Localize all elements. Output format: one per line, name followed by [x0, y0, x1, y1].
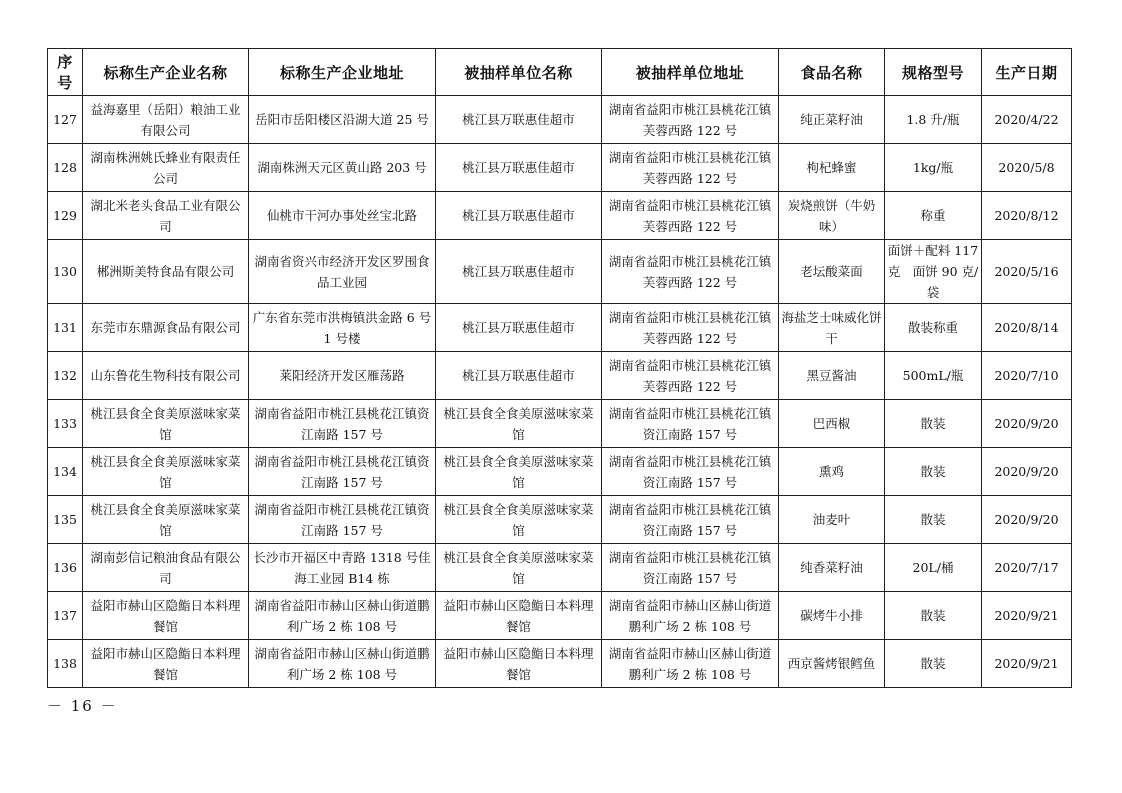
- table-row: [48, 352, 1072, 400]
- cell-no: 134: [48, 448, 83, 496]
- cell-sampled-unit: 桃江县万联惠佳超市: [436, 240, 602, 304]
- page-number: － 16 －: [47, 697, 118, 715]
- cell-no: 129: [48, 192, 83, 240]
- cell-production-date: 2020/9/20: [982, 448, 1072, 496]
- cell-maker: 郴洲斯美特食品有限公司: [83, 240, 249, 304]
- header-maker-address: 标称生产企业地址: [249, 49, 436, 96]
- cell-maker-address: 湖南省益阳市桃江县桃花江镇资江南路 157 号: [249, 400, 436, 448]
- cell-production-date: 2020/8/12: [982, 192, 1072, 240]
- cell-maker-address: 湖南株洲天元区黄山路 203 号: [249, 144, 436, 192]
- cell-sampled-unit: 桃江县万联惠佳超市: [436, 144, 602, 192]
- cell-sampled-unit: 益阳市赫山区隐鮨日本料理餐馆: [436, 592, 602, 640]
- cell-food-name: 黑豆酱油: [779, 352, 885, 400]
- cell-no: 133: [48, 400, 83, 448]
- cell-spec: 散装称重: [885, 304, 982, 352]
- header-row: [48, 49, 1072, 96]
- cell-spec: 散装: [885, 592, 982, 640]
- cell-production-date: 2020/5/16: [982, 240, 1072, 304]
- header-no: 序号: [48, 49, 83, 96]
- cell-sampled-address: 湖南省益阳市桃江县桃花江镇资江南路 157 号: [602, 400, 779, 448]
- cell-spec: 1kg/瓶: [885, 144, 982, 192]
- cell-no: 130: [48, 240, 83, 304]
- cell-maker: 湖南株洲姚氏蜂业有限责任公司: [83, 144, 249, 192]
- header-food-name: 食品名称: [779, 49, 885, 96]
- cell-maker: 湖北米老头食品工业有限公司: [83, 192, 249, 240]
- cell-spec: 散装: [885, 448, 982, 496]
- cell-production-date: 2020/7/10: [982, 352, 1072, 400]
- cell-production-date: 2020/9/21: [982, 592, 1072, 640]
- table-row: [48, 640, 1072, 688]
- cell-sampled-unit: 桃江县食全食美原滋味家菜馆: [436, 400, 602, 448]
- table-row: [48, 544, 1072, 592]
- cell-food-name: 炭烧煎饼（牛奶味）: [779, 192, 885, 240]
- cell-food-name: 熏鸡: [779, 448, 885, 496]
- table-row: [48, 496, 1072, 544]
- table-row: [48, 304, 1072, 352]
- cell-no: 138: [48, 640, 83, 688]
- cell-maker-address: 广东省东莞市洪梅镇洪金路 6 号 1 号楼: [249, 304, 436, 352]
- cell-food-name: 油麦叶: [779, 496, 885, 544]
- cell-spec: 散装: [885, 640, 982, 688]
- cell-maker-address: 湖南省益阳市桃江县桃花江镇资江南路 157 号: [249, 496, 436, 544]
- header-spec: 规格型号: [885, 49, 982, 96]
- cell-production-date: 2020/7/17: [982, 544, 1072, 592]
- cell-spec: 称重: [885, 192, 982, 240]
- table-row: [48, 448, 1072, 496]
- cell-maker-address: 仙桃市干河办事处丝宝北路: [249, 192, 436, 240]
- cell-food-name: 纯正菜籽油: [779, 96, 885, 144]
- cell-sampled-unit: 桃江县万联惠佳超市: [436, 352, 602, 400]
- cell-spec: 1.8 升/瓶: [885, 96, 982, 144]
- table-row: [48, 96, 1072, 144]
- cell-no: 131: [48, 304, 83, 352]
- cell-sampled-address: 湖南省益阳市赫山区赫山街道鹏利广场 2 栋 108 号: [602, 640, 779, 688]
- cell-no: 135: [48, 496, 83, 544]
- cell-maker: 益阳市赫山区隐鮨日本料理餐馆: [83, 640, 249, 688]
- cell-sampled-unit: 桃江县万联惠佳超市: [436, 96, 602, 144]
- header-sampled-unit: 被抽样单位名称: [436, 49, 602, 96]
- cell-sampled-unit: 桃江县食全食美原滋味家菜馆: [436, 544, 602, 592]
- cell-food-name: 老坛酸菜面: [779, 240, 885, 304]
- cell-maker: 桃江县食全食美原滋味家菜馆: [83, 496, 249, 544]
- cell-sampled-address: 湖南省益阳市桃江县桃花江镇芙蓉西路 122 号: [602, 192, 779, 240]
- cell-maker-address: 湖南省益阳市赫山区赫山街道鹏利广场 2 栋 108 号: [249, 640, 436, 688]
- cell-maker-address: 岳阳市岳阳楼区沿湖大道 25 号: [249, 96, 436, 144]
- table-row: [48, 240, 1072, 304]
- cell-spec: 散装: [885, 496, 982, 544]
- cell-maker-address: 湖南省益阳市桃江县桃花江镇资江南路 157 号: [249, 448, 436, 496]
- cell-sampled-unit: 桃江县食全食美原滋味家菜馆: [436, 448, 602, 496]
- cell-spec: 20L/桶: [885, 544, 982, 592]
- cell-sampled-address: 湖南省益阳市桃江县桃花江镇资江南路 157 号: [602, 448, 779, 496]
- cell-sampled-unit: 益阳市赫山区隐鮨日本料理餐馆: [436, 640, 602, 688]
- header-sampled-address: 被抽样单位地址: [602, 49, 779, 96]
- cell-sampled-unit: 桃江县万联惠佳超市: [436, 304, 602, 352]
- cell-maker: 山东鲁花生物科技有限公司: [83, 352, 249, 400]
- cell-food-name: 纯香菜籽油: [779, 544, 885, 592]
- cell-sampled-unit: 桃江县万联惠佳超市: [436, 192, 602, 240]
- cell-sampled-address: 湖南省益阳市赫山区赫山街道鹏利广场 2 栋 108 号: [602, 592, 779, 640]
- cell-maker: 湖南彭信记粮油食品有限公司: [83, 544, 249, 592]
- cell-maker: 东莞市东鼎源食品有限公司: [83, 304, 249, 352]
- cell-maker-address: 莱阳经济开发区雁荡路: [249, 352, 436, 400]
- cell-no: 136: [48, 544, 83, 592]
- cell-maker-address: 长沙市开福区中青路 1318 号佳海工业园 B14 栋: [249, 544, 436, 592]
- cell-no: 132: [48, 352, 83, 400]
- cell-sampled-address: 湖南省益阳市桃江县桃花江镇芙蓉西路 122 号: [602, 352, 779, 400]
- cell-production-date: 2020/9/20: [982, 400, 1072, 448]
- cell-spec: 散装: [885, 400, 982, 448]
- cell-sampled-address: 湖南省益阳市桃江县桃花江镇芙蓉西路 122 号: [602, 304, 779, 352]
- cell-food-name: 枸杞蜂蜜: [779, 144, 885, 192]
- cell-sampled-unit: 桃江县食全食美原滋味家菜馆: [436, 496, 602, 544]
- cell-production-date: 2020/9/20: [982, 496, 1072, 544]
- cell-sampled-address: 湖南省益阳市桃江县桃花江镇芙蓉西路 122 号: [602, 240, 779, 304]
- cell-maker: 益阳市赫山区隐鮨日本料理餐馆: [83, 592, 249, 640]
- header-production-date: 生产日期: [982, 49, 1072, 96]
- cell-no: 137: [48, 592, 83, 640]
- cell-sampled-address: 湖南省益阳市桃江县桃花江镇资江南路 157 号: [602, 544, 779, 592]
- table-row: [48, 144, 1072, 192]
- cell-food-name: 海盐芝士味威化饼干: [779, 304, 885, 352]
- cell-food-name: 巴西椒: [779, 400, 885, 448]
- cell-maker-address: 湖南省益阳市赫山区赫山街道鹏利广场 2 栋 108 号: [249, 592, 436, 640]
- cell-maker: 桃江县食全食美原滋味家菜馆: [83, 400, 249, 448]
- table-row: [48, 592, 1072, 640]
- cell-production-date: 2020/5/8: [982, 144, 1072, 192]
- cell-production-date: 2020/9/21: [982, 640, 1072, 688]
- cell-production-date: 2020/8/14: [982, 304, 1072, 352]
- cell-sampled-address: 湖南省益阳市桃江县桃花江镇芙蓉西路 122 号: [602, 144, 779, 192]
- cell-maker-address: 湖南省资兴市经济开发区罗围食品工业园: [249, 240, 436, 304]
- cell-spec: 500mL/瓶: [885, 352, 982, 400]
- inspection-table: [47, 48, 1072, 688]
- table-row: [48, 192, 1072, 240]
- cell-no: 127: [48, 96, 83, 144]
- cell-no: 128: [48, 144, 83, 192]
- cell-production-date: 2020/4/22: [982, 96, 1072, 144]
- cell-maker: 桃江县食全食美原滋味家菜馆: [83, 448, 249, 496]
- cell-food-name: 西京酱烤银鳕鱼: [779, 640, 885, 688]
- cell-maker: 益海嘉里（岳阳）粮油工业有限公司: [83, 96, 249, 144]
- cell-spec: 面饼＋配料 117 克 面饼 90 克/袋: [885, 240, 982, 304]
- header-maker: 标称生产企业名称: [83, 49, 249, 96]
- cell-sampled-address: 湖南省益阳市桃江县桃花江镇芙蓉西路 122 号: [602, 96, 779, 144]
- table-row: [48, 400, 1072, 448]
- cell-sampled-address: 湖南省益阳市桃江县桃花江镇资江南路 157 号: [602, 496, 779, 544]
- cell-food-name: 碳烤牛小排: [779, 592, 885, 640]
